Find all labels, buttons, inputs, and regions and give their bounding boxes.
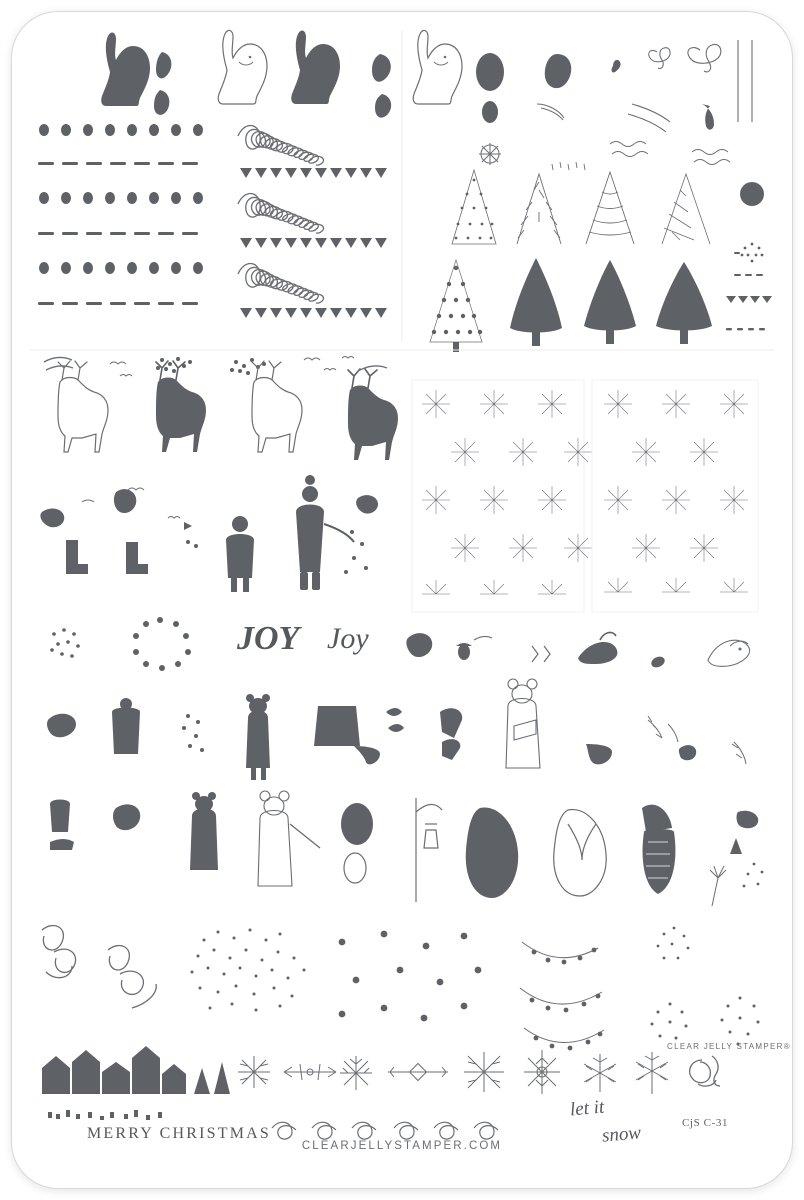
heart-chevron-border-3 [240, 308, 387, 318]
tiny-bow [612, 60, 621, 73]
snowflake-geometric-1 [238, 1056, 270, 1088]
mitten-pair [440, 708, 462, 760]
row-mice-and-clothing [47, 679, 746, 780]
solid-tree-triangle [584, 260, 636, 344]
mouse-with-dress [246, 694, 270, 780]
leaf-shape-c [372, 54, 391, 82]
sketch-christmas-tree [517, 174, 561, 244]
swirl-border [272, 1122, 498, 1139]
small-accents-row4 [82, 500, 198, 548]
dotted-dash-border-group [38, 124, 203, 305]
joy-bold-lettering: JOY [237, 620, 300, 657]
dotted-dash-border-2 [38, 162, 198, 165]
solid-circle-ornament [740, 182, 764, 206]
vertical-line-pair [738, 40, 752, 122]
twig [732, 742, 746, 764]
heart-chevron-border-2 [240, 238, 387, 248]
santa-sack-solid [466, 807, 518, 898]
plate-engraving-artwork [12, 12, 792, 1188]
flower-sprig [710, 866, 726, 906]
leaf-shape-d [375, 94, 391, 118]
egg-outline [344, 853, 366, 883]
branch-sprig [648, 716, 678, 742]
seed-solid [702, 104, 714, 130]
dotted-cluster [50, 628, 80, 658]
snowflake-geometric-3 [340, 1056, 372, 1090]
looping-scribble-3 [238, 264, 324, 304]
dotted-dash-border-5 [39, 262, 203, 274]
mouse-with-broom [258, 791, 320, 886]
snowflake-geometric-5 [464, 1052, 504, 1092]
street-lamp [416, 798, 442, 902]
dotted-starburst-1 [651, 1003, 688, 1040]
rabbit-outline-standing [218, 30, 267, 104]
let-it-snow-line2: snow [601, 1122, 642, 1147]
deer-silhouette-standing [348, 369, 398, 460]
gnome-figure [642, 805, 675, 894]
chevron-pair [532, 646, 550, 662]
dotted-dash-border-6 [38, 302, 198, 305]
leaf-shape-b [154, 90, 169, 115]
dotted-dash-border-4 [38, 232, 198, 235]
dotted-christmas-tree [452, 170, 496, 244]
pine-needle-pattern-square-2 [592, 380, 758, 612]
half-circle-shape [586, 744, 612, 764]
brand-name-label: CLEAR JELLY STAMPER® [667, 1042, 791, 1051]
tiny-tree [730, 838, 742, 854]
scarf [50, 800, 74, 851]
firework-burst [657, 927, 690, 960]
flying-bird-silhouette [578, 633, 617, 664]
dash-stroke-1 [632, 104, 670, 122]
hatched-christmas-tree [662, 174, 710, 244]
mitten [114, 489, 136, 513]
snowflake-small [479, 143, 501, 165]
dotted-dash-border-3 [39, 192, 203, 204]
clear-jelly-stamper-logo [690, 1056, 720, 1086]
solid-tree-wide [656, 262, 712, 344]
egg-solid-large [341, 803, 373, 845]
bird-small-solid-row6 [47, 714, 76, 738]
snowflake-geometric-6 [524, 1050, 560, 1094]
squiggle-small [537, 104, 564, 120]
mouse-with-lantern [190, 792, 218, 870]
deer-outline-antlers-1 [58, 361, 108, 452]
snowflake-geometric-2 [284, 1064, 336, 1080]
snowflake-geometric-8 [636, 1052, 668, 1094]
row-joy-and-wreaths [50, 617, 749, 671]
coat-silhouette [112, 698, 140, 754]
row-rabbits-and-leaves [101, 30, 752, 132]
child-in-coat [226, 516, 254, 592]
deer-silhouette-grazing [156, 361, 206, 452]
pine-needle-pattern-square-1 [412, 380, 592, 612]
egg-shape-solid [476, 53, 504, 91]
calligraphy-flourish-1 [42, 926, 76, 978]
perched-bird-outline [708, 640, 750, 666]
seed-shape [650, 655, 667, 670]
egg-shape-small [482, 101, 498, 123]
leaf-solid-row5 [406, 633, 432, 657]
plate-artwork-area [12, 12, 792, 1188]
stamping-plate [12, 12, 792, 1188]
leaf-shape-a [156, 52, 171, 78]
row-lanterns-and-bags [50, 791, 763, 906]
looping-scribble-border-group [238, 126, 324, 304]
dotted-starburst-2 [721, 997, 760, 1046]
row-swirls-and-lights [42, 926, 760, 1051]
rabbit-silhouette-standing [291, 30, 340, 104]
joy-script-lettering: Joy [327, 622, 369, 655]
looping-scribble-1 [238, 126, 324, 166]
calligraphy-flourish-2 [108, 946, 156, 1008]
window-lights-pattern [48, 1110, 162, 1120]
bird-solid-row7 [113, 804, 140, 830]
let-it-snow-line1: let it [569, 1096, 606, 1121]
striped-christmas-tree [586, 172, 634, 244]
snowflake-geometric-7 [584, 1054, 616, 1092]
caroling-mouse-with-book [506, 679, 540, 768]
website-text: CLEARJELLYSTAMPER.COM [301, 1140, 503, 1152]
small-leaves [386, 708, 404, 732]
tiny-bird [679, 745, 696, 760]
star-filled-tree [430, 260, 482, 352]
heart-chevron-border-1 [240, 168, 387, 178]
dash-row-bottom [726, 328, 765, 330]
bow-outline-small [649, 48, 670, 69]
squiggle-group-right [552, 142, 730, 171]
skirt-shape [314, 706, 360, 746]
snowflake-geometric-4 [388, 1064, 448, 1081]
gift-bag-outline [554, 809, 606, 896]
dotted-spray [743, 863, 764, 888]
looping-scribble-2 [238, 194, 324, 234]
rabbit-silhouette-sitting [101, 32, 150, 106]
dot-scatter [182, 714, 204, 752]
row-figures-and-birds [40, 475, 378, 592]
string-lights-garland [520, 942, 604, 1050]
plate-code-label: CjS C-31 [682, 1117, 729, 1129]
holly-berry-cluster [156, 357, 266, 375]
bowl-shape [354, 746, 380, 764]
acorn [456, 636, 492, 660]
leaf-solid-row7 [737, 811, 759, 829]
rabbit-outline-sitting [413, 30, 462, 104]
lemon-shape-solid [545, 54, 571, 88]
dash-stroke-2 [628, 114, 666, 132]
village-houses-silhouette [42, 1046, 230, 1094]
bird-small-solid [40, 509, 64, 528]
bow-outline-large [688, 44, 721, 71]
curved-leaf-accent [44, 357, 387, 370]
snow-spray-speckle [191, 929, 306, 1012]
small-chevron-row [726, 296, 772, 303]
solid-tree-rounded [510, 258, 562, 346]
rain-boots [66, 540, 148, 574]
dotted-circle [741, 243, 764, 263]
scattered-dots [339, 931, 482, 1022]
dotted-wreath-circle [133, 617, 191, 671]
dotted-dash-border-1 [39, 124, 203, 136]
deer-outline-standing [252, 361, 302, 452]
bird-on-branch [356, 495, 378, 513]
merry-christmas-text: MERRY CHRISTMAS [87, 1125, 271, 1142]
